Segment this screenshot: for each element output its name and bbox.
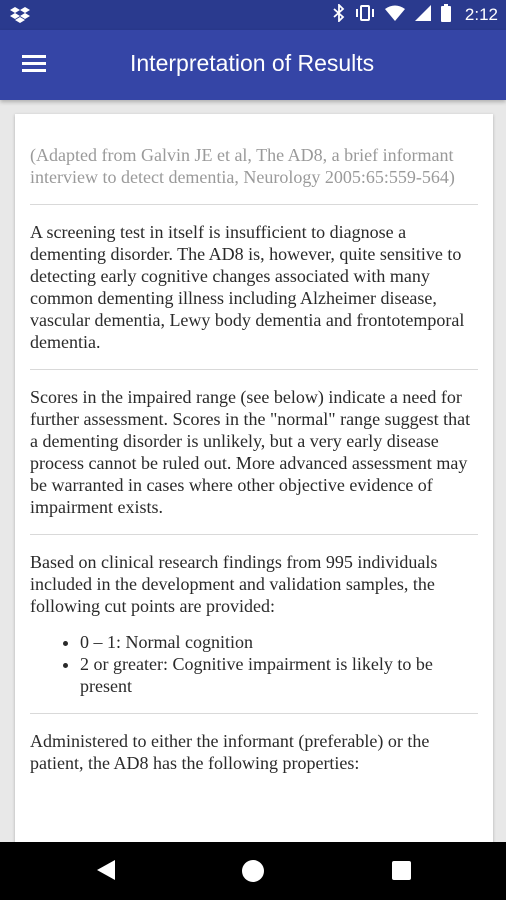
back-triangle-icon[interactable] [95,858,117,886]
section-cut-points [30,551,478,714]
app-bar [0,30,506,100]
paragraph-cut-points: Based on clinical research findings from 995 individuals included in the development and validation samples, the following cut points are provided: [30,552,438,616]
cut-points-list [30,631,478,697]
paragraph-scores: Scores in the impaired range (see below) indicate a need for further assessment. Scores in the "normal" range suggest that a dementing disorder is unlikely, but a very early disease process cannot be ruled out. More advanced assessment may be warranted in cases where other objective evidence of impairment exists. [30,386,478,535]
content-card[interactable] [15,114,493,854]
wifi-icon [385,5,405,25]
status-bar [0,0,506,30]
bluetooth-icon [333,4,345,26]
hamburger-menu-icon[interactable] [22,52,48,78]
list-item: • 0 – 1: Normal cognition [80,631,478,653]
vibrate-icon [355,4,375,26]
page-title: Interpretation of Results [130,50,375,76]
list-item: • 2 or greater: Cognitive impairment is likely to be present [80,653,478,697]
dropbox-icon [10,6,30,24]
status-time: 2:12 [464,5,498,24]
citation-text: (Adapted from Galvin JE et al, The AD8, a brief informant interview to detect dementia, Neurology 2005:65:559-564) [30,144,478,205]
navigation-bar [0,842,506,900]
paragraph-properties: Administered to either the informant (preferable) or the patient, the AD8 has the following properties: [30,731,430,773]
recents-square-icon[interactable] [392,861,411,880]
signal-icon [415,5,431,25]
home-circle-icon[interactable] [242,860,264,882]
battery-icon [441,4,451,26]
paragraph-screening: A screening test in itself is insufficient to diagnose a dementing disorder. The AD8 is, however, quite sensitive to detecting early cognitive changes associated with many common dementing illness including Alzheimer disease, vascular dementia, Lewy body dementia and frontotemporal dementia. [30,221,478,370]
